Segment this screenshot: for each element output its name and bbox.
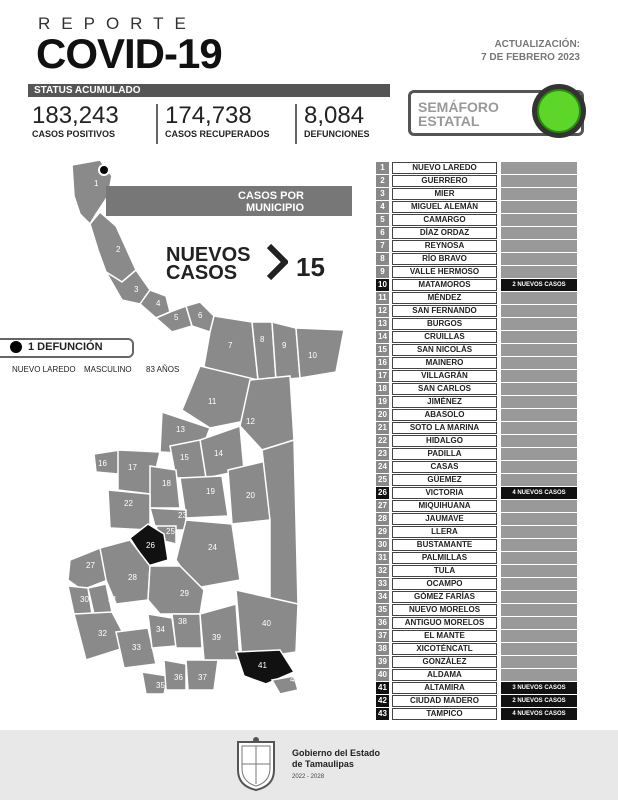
municipio-name: CASAS	[392, 461, 497, 473]
nuevos-casos-count: 15	[296, 252, 325, 282]
municipio-number: 3	[376, 188, 389, 200]
municipio-casos	[501, 396, 577, 408]
defuncion-municipio: NUEVO LAREDO	[12, 365, 76, 374]
municipio-casos	[501, 539, 577, 551]
municipio-casos	[501, 201, 577, 213]
municipio-casos	[501, 318, 577, 330]
municipio-number: 28	[376, 513, 389, 525]
defunciones-value: 8,084	[304, 102, 365, 129]
municipio-casos	[501, 331, 577, 343]
svg-text:26: 26	[146, 541, 155, 550]
municipio-name: GUERRERO	[392, 175, 497, 187]
municipio-number: 24	[376, 461, 389, 473]
municipio-number: 17	[376, 370, 389, 382]
municipio-number: 2	[376, 175, 389, 187]
municipio-number: 39	[376, 656, 389, 668]
municipio-number: 19	[376, 396, 389, 408]
municipio-casos	[501, 552, 577, 564]
municipio-casos	[501, 175, 577, 187]
municipio-name: VICTORIA	[392, 487, 497, 499]
municipio-name: MIGUEL ALEMÁN	[392, 201, 497, 213]
svg-text:6: 6	[198, 311, 203, 320]
stat-recuperados	[165, 103, 270, 139]
municipio-name: JAUMAVE	[392, 513, 497, 525]
municipio-casos	[501, 474, 577, 486]
municipio-casos	[501, 409, 577, 421]
svg-text:7: 7	[228, 341, 233, 350]
page-title: COVID-19	[36, 30, 222, 77]
municipio-casos	[501, 435, 577, 447]
update-date: 7 DE FEBRERO 2023	[481, 52, 580, 63]
municipio-number: 7	[376, 240, 389, 252]
municipio-number: 15	[376, 344, 389, 356]
divider	[295, 104, 297, 144]
municipio-number: 23	[376, 448, 389, 460]
defunciones-label: DEFUNCIONES	[304, 129, 370, 139]
municipio-casos	[501, 214, 577, 226]
map-region	[90, 212, 136, 282]
municipio-casos	[501, 292, 577, 304]
update-label: ACTUALIZACIÓN:	[494, 39, 580, 50]
svg-text:39: 39	[212, 633, 221, 642]
svg-text:21: 21	[260, 537, 269, 546]
svg-text:2: 2	[116, 245, 121, 254]
municipio-casos	[501, 266, 577, 278]
svg-text:35: 35	[156, 681, 165, 690]
municipio-number: 41	[376, 682, 389, 694]
municipio-casos: 4 NUEVOS CASOS	[501, 708, 577, 720]
municipio-number: 4	[376, 201, 389, 213]
municipio-name: MIQUIHUANA	[392, 500, 497, 512]
municipio-name: MAINERO	[392, 357, 497, 369]
svg-text:31: 31	[108, 595, 117, 604]
svg-text:13: 13	[176, 425, 185, 434]
map-region	[200, 604, 240, 660]
municipio-casos	[501, 643, 577, 655]
gobierno-years: 2022 - 2028	[292, 774, 325, 780]
svg-text:15: 15	[180, 453, 189, 462]
municipio-number: 25	[376, 474, 389, 486]
municipio-number: 36	[376, 617, 389, 629]
map-region	[108, 490, 150, 530]
municipio-name: EL MANTE	[392, 630, 497, 642]
municipio-name: PALMILLAS	[392, 552, 497, 564]
municipio-casos	[501, 253, 577, 265]
recuperados-label: CASOS RECUPERADOS	[165, 129, 270, 139]
municipio-casos	[501, 513, 577, 525]
municipio-casos	[501, 357, 577, 369]
municipio-name: NUEVO LAREDO	[392, 162, 497, 174]
svg-text:37: 37	[198, 673, 207, 682]
municipio-number: 14	[376, 331, 389, 343]
svg-text:4: 4	[156, 299, 161, 308]
municipio-number: 10	[376, 279, 389, 291]
stat-positivos	[32, 103, 119, 139]
gobierno-line2: de Tamaulipas	[292, 759, 354, 769]
svg-text:14: 14	[214, 449, 223, 458]
municipio-casos	[501, 604, 577, 616]
svg-text:40: 40	[262, 619, 271, 628]
casos-line2: MUNICIPIO	[245, 202, 304, 214]
municipio-name: GÜEMEZ	[392, 474, 497, 486]
svg-text:25: 25	[166, 527, 175, 536]
municipio-name: CIUDAD MADERO	[392, 695, 497, 707]
municipio-casos	[501, 448, 577, 460]
municipio-number: 9	[376, 266, 389, 278]
municipio-casos	[501, 526, 577, 538]
municipio-name: BUSTAMANTE	[392, 539, 497, 551]
semaforo-label-line1: SEMÁFORO	[418, 99, 499, 115]
nuevos-line1: NUEVOS	[166, 244, 251, 266]
svg-text:19: 19	[206, 487, 215, 496]
defuncion-sexo: MASCULINO	[84, 365, 132, 374]
svg-text:32: 32	[98, 629, 107, 638]
svg-text:16: 16	[98, 459, 107, 468]
svg-text:17: 17	[128, 463, 137, 472]
municipio-name: ANTIGUO MORELOS	[392, 617, 497, 629]
municipio-name: SAN NICOLÁS	[392, 344, 497, 356]
death-dot-icon	[10, 341, 22, 353]
municipio-name: RÍO BRAVO	[392, 253, 497, 265]
municipio-name: HIDALGO	[392, 435, 497, 447]
municipio-number: 16	[376, 357, 389, 369]
municipio-name: CAMARGO	[392, 214, 497, 226]
municipio-casos: 3 NUEVOS CASOS	[501, 682, 577, 694]
municipio-casos: 4 NUEVOS CASOS	[501, 487, 577, 499]
svg-text:30: 30	[80, 595, 89, 604]
svg-text:3: 3	[134, 285, 139, 294]
svg-text:36: 36	[174, 673, 183, 682]
municipio-number: 37	[376, 630, 389, 642]
municipio-name: SAN FERNANDO	[392, 305, 497, 317]
municipio-number: 38	[376, 643, 389, 655]
state-crest-icon	[232, 736, 280, 792]
svg-text:33: 33	[132, 643, 141, 652]
semaforo-label	[418, 100, 499, 128]
map-region	[296, 328, 344, 378]
svg-text:34: 34	[156, 625, 165, 634]
traffic-light-green	[537, 89, 581, 133]
chevron-right-icon	[266, 244, 288, 280]
divider	[156, 104, 158, 144]
municipio-number: 11	[376, 292, 389, 304]
municipio-name: TULA	[392, 565, 497, 577]
municipio-number: 43	[376, 708, 389, 720]
municipio-number: 8	[376, 253, 389, 265]
municipio-casos	[501, 591, 577, 603]
municipio-number: 26	[376, 487, 389, 499]
svg-text:27: 27	[86, 561, 95, 570]
municipio-casos	[501, 565, 577, 577]
municipio-number: 6	[376, 227, 389, 239]
municipio-number: 42	[376, 695, 389, 707]
update-info	[481, 38, 580, 64]
municipio-number: 20	[376, 409, 389, 421]
municipio-casos: 2 NUEVOS CASOS	[501, 279, 577, 291]
defuncion-edad: 83 AÑOS	[146, 365, 180, 374]
municipio-number: 30	[376, 539, 389, 551]
svg-text:12: 12	[246, 417, 255, 426]
municipio-number: 29	[376, 526, 389, 538]
map-region	[240, 376, 294, 450]
municipio-name: ALTAMIRA	[392, 682, 497, 694]
municipio-number: 31	[376, 552, 389, 564]
map-region	[180, 476, 228, 518]
gobierno-line1: Gobierno del Estado	[292, 748, 381, 758]
municipio-number: 40	[376, 669, 389, 681]
municipio-casos	[501, 461, 577, 473]
municipio-name: ABASOLO	[392, 409, 497, 421]
municipio-casos	[501, 669, 577, 681]
svg-text:28: 28	[128, 573, 137, 582]
municipio-number: 1	[376, 162, 389, 174]
svg-text:10: 10	[308, 351, 317, 360]
municipio-casos	[501, 344, 577, 356]
tamaulipas-map	[0, 150, 370, 710]
municipio-casos	[501, 500, 577, 512]
municipio-number: 12	[376, 305, 389, 317]
casos-municipio-banner	[106, 186, 352, 216]
status-header: STATUS ACUMULADO	[28, 84, 390, 97]
municipio-number: 33	[376, 578, 389, 590]
map-region	[262, 440, 298, 604]
municipio-casos: 2 NUEVOS CASOS	[501, 695, 577, 707]
svg-text:38: 38	[178, 617, 187, 626]
municipio-name: GÓMEZ FARÍAS	[392, 591, 497, 603]
defuncion-label: 1 DEFUNCIÓN	[28, 341, 103, 353]
semaforo-label-line2: ESTATAL	[418, 113, 480, 129]
municipio-casos	[501, 188, 577, 200]
municipio-number: 5	[376, 214, 389, 226]
svg-text:23: 23	[178, 511, 187, 520]
municipio-name: MATAMOROS	[392, 279, 497, 291]
municipio-name: SAN CARLOS	[392, 383, 497, 395]
municipio-name: MIER	[392, 188, 497, 200]
municipio-casos	[501, 383, 577, 395]
municipio-name: DÍAZ ORDAZ	[392, 227, 497, 239]
municipio-name: SOTO LA MARINA	[392, 422, 497, 434]
municipio-name: REYNOSA	[392, 240, 497, 252]
svg-text:1: 1	[94, 179, 99, 188]
municipio-casos	[501, 656, 577, 668]
svg-text:22: 22	[124, 499, 133, 508]
municipio-name: BURGOS	[392, 318, 497, 330]
gobierno-label	[292, 748, 380, 770]
positivos-value: 183,243	[32, 102, 119, 129]
municipio-number: 18	[376, 383, 389, 395]
positivos-label: CASOS POSITIVOS	[32, 129, 116, 139]
nuevos-line2: CASOS	[166, 262, 238, 284]
municipio-name: VALLE HERMOSO	[392, 266, 497, 278]
report-kicker: REPORTE	[38, 14, 197, 33]
svg-text:18: 18	[162, 479, 171, 488]
municipio-name: XICOTÉNCATL	[392, 643, 497, 655]
municipio-name: MÉNDEZ	[392, 292, 497, 304]
municipio-name: TAMPICO	[392, 708, 497, 720]
municipio-number: 27	[376, 500, 389, 512]
municipio-casos	[501, 578, 577, 590]
municipio-casos	[501, 370, 577, 382]
municipio-casos	[501, 305, 577, 317]
municipio-name: ALDAMA	[392, 669, 497, 681]
municipio-casos	[501, 422, 577, 434]
municipio-name: LLERA	[392, 526, 497, 538]
municipio-casos	[501, 162, 577, 174]
svg-text:5: 5	[174, 313, 179, 322]
stat-defunciones	[304, 103, 370, 139]
svg-text:42: 42	[290, 675, 299, 684]
svg-text:41: 41	[258, 661, 267, 670]
nuevos-casos-label	[166, 246, 250, 282]
municipio-number: 34	[376, 591, 389, 603]
municipio-number: 21	[376, 422, 389, 434]
municipio-number: 32	[376, 565, 389, 577]
municipio-casos	[501, 617, 577, 629]
municipio-name: NUEVO MORELOS	[392, 604, 497, 616]
svg-text:11: 11	[208, 397, 217, 406]
municipio-name: GONZÁLEZ	[392, 656, 497, 668]
municipio-name: CRUILLAS	[392, 331, 497, 343]
svg-text:29: 29	[180, 589, 189, 598]
municipio-casos	[501, 227, 577, 239]
municipio-casos	[501, 630, 577, 642]
svg-text:9: 9	[282, 341, 287, 350]
svg-text:24: 24	[208, 543, 217, 552]
municipio-name: PADILLA	[392, 448, 497, 460]
municipio-number: 35	[376, 604, 389, 616]
municipio-name: OCAMPO	[392, 578, 497, 590]
death-marker-icon	[99, 165, 109, 175]
municipio-casos	[501, 240, 577, 252]
map-region	[172, 614, 202, 648]
municipio-number: 13	[376, 318, 389, 330]
recuperados-value: 174,738	[165, 102, 252, 129]
svg-text:20: 20	[246, 491, 255, 500]
municipio-name: VILLAGRÁN	[392, 370, 497, 382]
municipio-number: 22	[376, 435, 389, 447]
casos-line1: CASOS POR	[237, 190, 304, 202]
svg-text:8: 8	[260, 335, 265, 344]
municipio-name: JIMÉNEZ	[392, 396, 497, 408]
